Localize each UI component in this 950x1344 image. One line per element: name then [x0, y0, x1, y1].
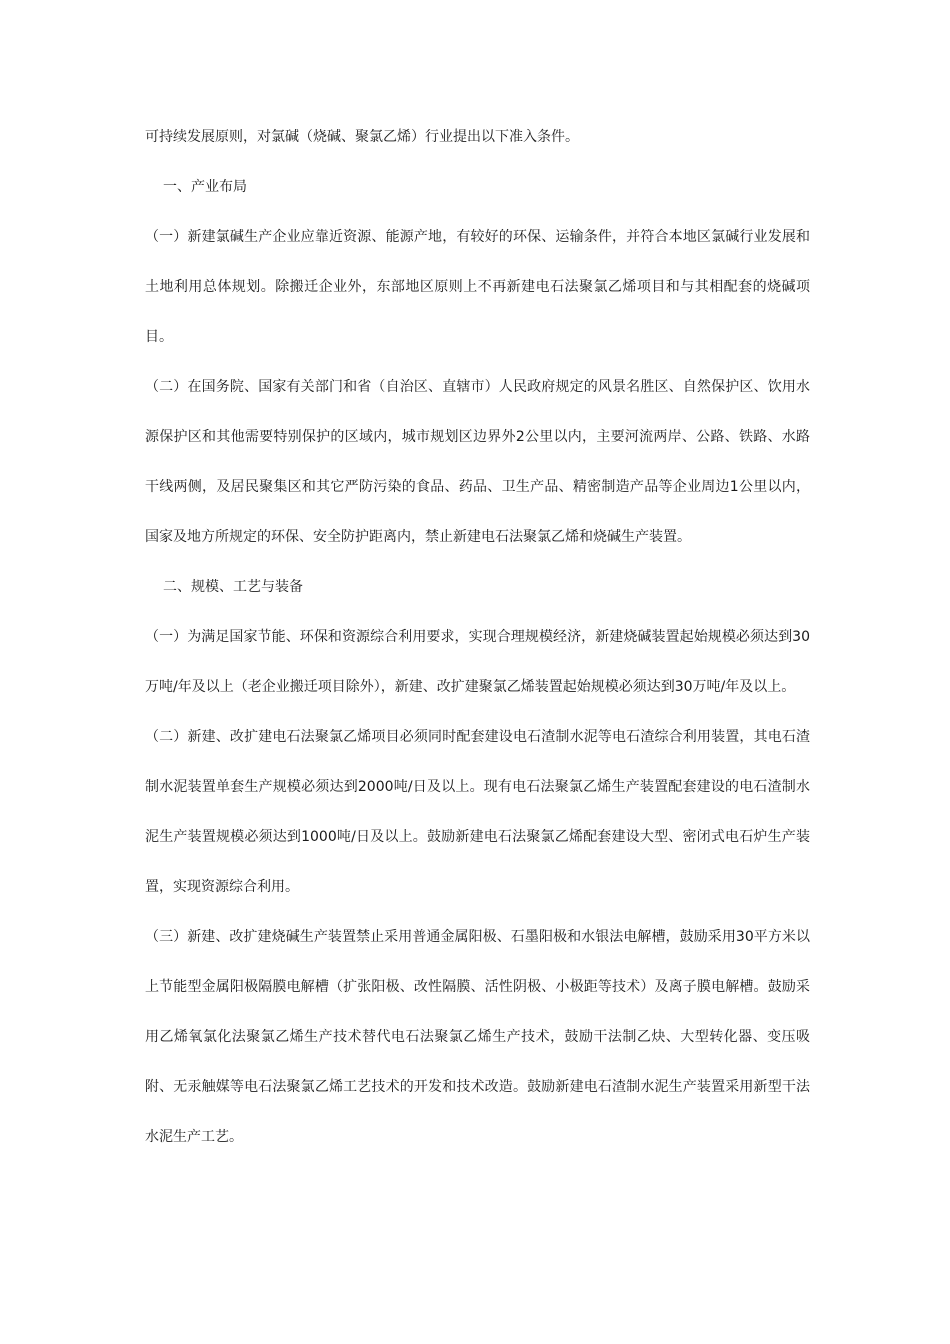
section2-item-1: （一）为满足国家节能、环保和资源综合利用要求，实现合理规模经济，新建烧碱装置起始规模必须达到30万吨/年及以上（老企业搬迁项目除外），新建、改扩建聚氯乙烯装置起始规模必须达到30万吨/年及以上。: [145, 629, 810, 695]
section1-item-1: （一）新建氯碱生产企业应靠近资源、能源产地，有较好的环保、运输条件，并符合本地区氯碱行业发展和土地利用总体规划。除搬迁企业外，东部地区原则上不再新建电石法聚氯乙烯项目和与其相配套的烧碱项目。: [145, 229, 810, 345]
section1-item-2: （二）在国务院、国家有关部门和省（自治区、直辖市）人民政府规定的风景名胜区、自然保护区、饮用水源保护区和其他需要特别保护的区域内，城市规划区边界外2公里以内，主要河流两岸、公路、铁路、水路干线两侧，及居民聚集区和其它严防污染的食品、药品、卫生产品、精密制造产品等企业周边1公里以内，国家及地方所规定的环保、安全防护距离内，禁止新建电石法聚氯乙烯和烧碱生产装置。: [145, 379, 810, 545]
intro-paragraph: 可持续发展原则，对氯碱（烧碱、聚氯乙烯）行业提出以下准入条件。: [145, 129, 579, 145]
section-heading-industrial-layout: 一、产业布局: [163, 179, 247, 195]
section2-item-2: （二）新建、改扩建电石法聚氯乙烯项目必须同时配套建设电石渣制水泥等电石渣综合利用装置，其电石渣制水泥装置单套生产规模必须达到2000吨/日及以上。现有电石法聚氯乙烯生产装置配套建设的电石渣制水泥生产装置规模必须达到1000吨/日及以上。鼓励新建电石法聚氯乙烯配套建设大型、密闭式电石炉生产装置，实现资源综合利用。: [145, 729, 810, 895]
document-body: [145, 112, 810, 1162]
section-heading-scale-process-equipment: 二、规模、工艺与装备: [163, 579, 303, 595]
section2-item-3: （三）新建、改扩建烧碱生产装置禁止采用普通金属阳极、石墨阳极和水银法电解槽，鼓励采用30平方米以上节能型金属阳极隔膜电解槽（扩张阳极、改性隔膜、活性阴极、小极距等技术）及离子膜电解槽。鼓励采用乙烯氧氯化法聚氯乙烯生产技术替代电石法聚氯乙烯生产技术，鼓励干法制乙炔、大型转化器、变压吸附、无汞触媒等电石法聚氯乙烯工艺技术的开发和技术改造。鼓励新建电石渣制水泥生产装置采用新型干法水泥生产工艺。: [145, 929, 810, 1145]
